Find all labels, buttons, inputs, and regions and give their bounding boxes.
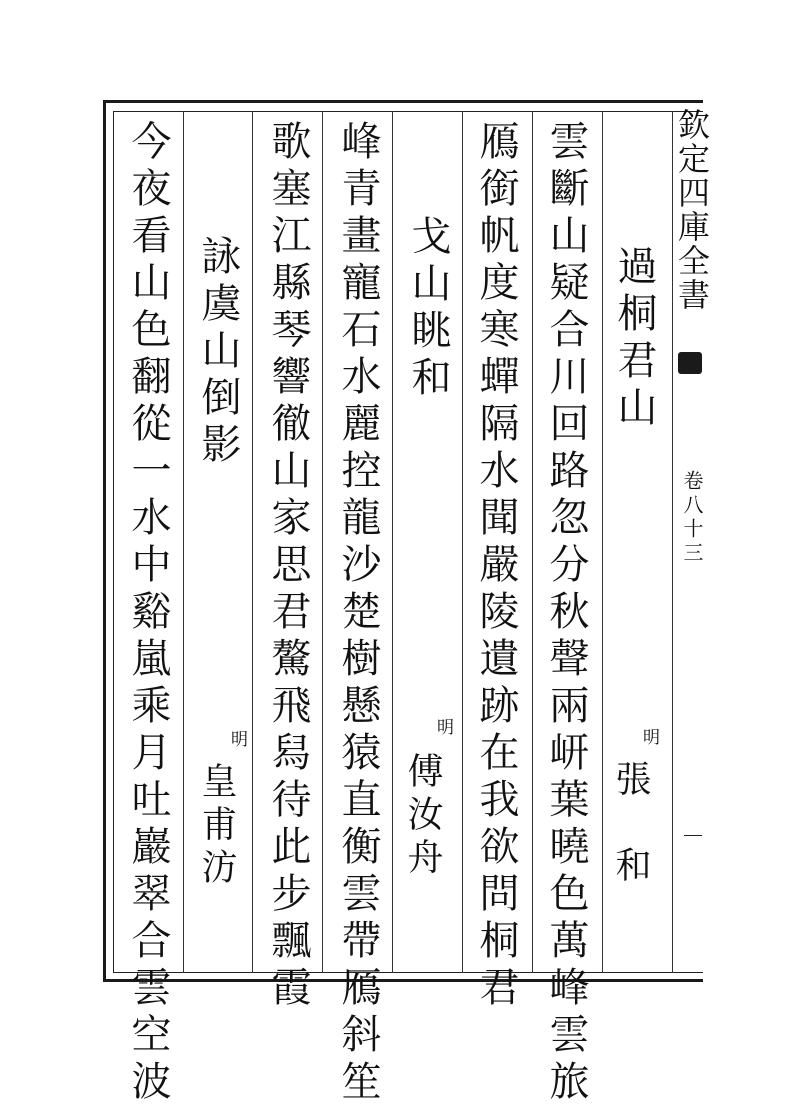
author-name: 皇甫汸 (196, 762, 237, 891)
juan-number: 卷八十三 (680, 470, 704, 566)
poem-title: 戈山眺和 (405, 215, 451, 403)
dynasty-label: 明 (639, 728, 659, 747)
column-rule (252, 111, 253, 973)
author-name: 傅汝舟 (402, 752, 443, 881)
poem-line: 峰青畫寵石水麗控龍沙楚樹懸猿直衡雲帶鴈斜笙 (335, 120, 381, 1107)
poem-line: 雲斷山疑合川回路忽分秋聲兩岍葉曉色萬峰雲旅 (543, 120, 589, 1107)
column-rule (183, 111, 184, 973)
poem-title: 詠虞山倒影 (195, 235, 241, 470)
poem-title: 過桐君山 (611, 245, 657, 433)
margin-tick (684, 835, 702, 836)
fish-tail-mark (678, 352, 702, 374)
dynasty-label: 明 (227, 730, 247, 749)
column-rule (602, 111, 603, 973)
dynasty-label: 明 (433, 718, 453, 737)
poem-line: 歌塞江縣琴響徹山家思君驁飛舄待此步飄霞 (265, 120, 311, 1013)
column-rule (532, 111, 533, 973)
poem-line: 鴈銜帆度寒蟬隔水聞嚴陵遺跡在我欲問桐君 (473, 120, 519, 1013)
column-rule (322, 111, 323, 973)
poem-line: 今夜看山色翻從一水中谿嵐乘月吐巖翠合雲空波 (125, 120, 171, 1107)
author-name: 張 和 (610, 760, 651, 889)
column-rule (462, 111, 463, 973)
book-title: 欽定四庫全書 (673, 108, 711, 312)
column-rule (392, 111, 393, 973)
